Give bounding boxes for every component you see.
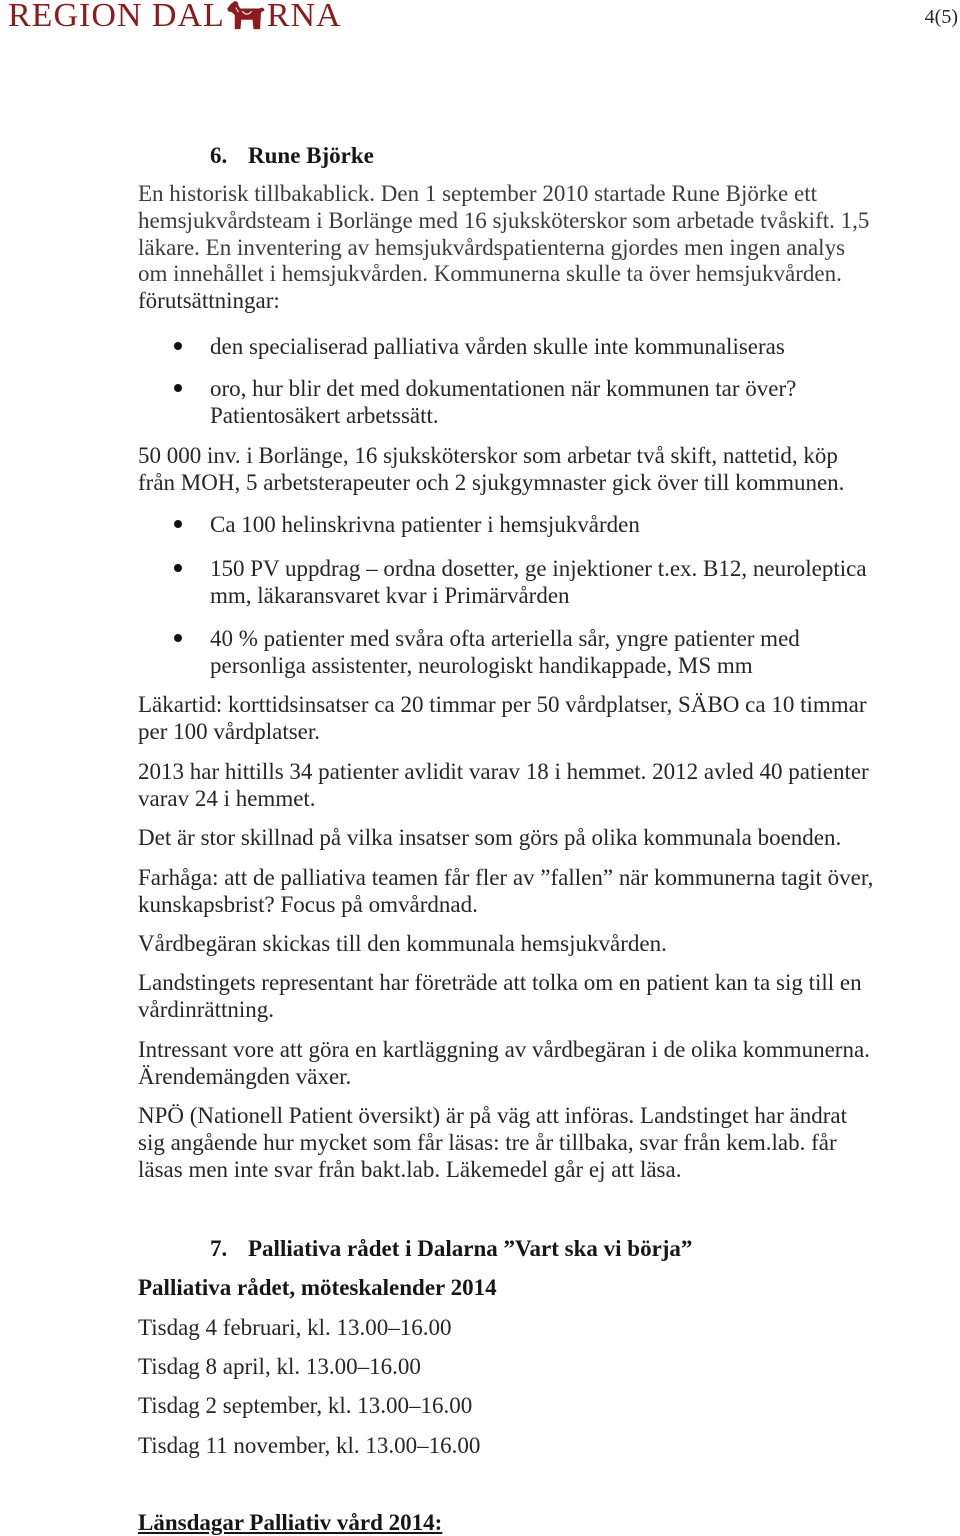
staffing-paragraph [138,442,844,496]
intro-paragraph [138,181,869,315]
calendar-date [138,1392,472,1419]
paragraph [138,1036,870,1090]
dala-horse-icon [226,0,266,30]
bullet-dot [174,384,182,392]
paragraph-line: 2013 har hittills 34 patienter avlidit varav 18 i hemmet. 2012 avled 40 patienter [138,759,869,784]
bullet-text-line: Ca 100 helinskrivna patienter i hemsjukvården [210,512,640,537]
bullet-text-line: oro, hur blir det med dokumentationen när kommunen tar över? [210,376,797,401]
bullet-dot [174,520,182,528]
calendar-date [138,1432,480,1459]
bullet-dot [174,564,182,572]
paragraph-line: Det är stor skillnad på vilka insatser som görs på olika kommunala boenden. [138,825,842,850]
intro-line: hemsjukvårdsteam i Borlänge med 16 sjuksköterskor som arbetade tvåskift. 1,5 [138,207,870,233]
county-days-title: Länsdagar Palliativ vård 2014: [138,1510,443,1535]
bullet-item [210,625,800,679]
section-number: 6. [210,143,228,168]
intro-line: läkare. En inventering av hemsjukvårdspatienterna gjordes men ingen analys [138,234,846,260]
prerequisites-label: förutsättningar: [138,288,280,314]
bullet-item [210,375,796,429]
paragraph-line: Läkartid: korttidsinsatser ca 20 timmar per 50 vårdplatser, SÄBO ca 10 timmar [138,692,867,717]
section-7-heading [210,1235,692,1262]
paragraph [138,930,667,957]
calendar-date-text: Tisdag 8 april, kl. 13.00–16.00 [138,1354,421,1379]
paragraph-line: från MOH, 5 arbetsterapeuter och 2 sjukgymnaster gick över till kommunen. [138,470,845,495]
paragraph-line: varav 24 i hemmet. [138,786,316,811]
bullet-text-line: mm, läkaransvaret kvar i Primärvården [210,583,570,608]
bullet-item [210,555,867,609]
paragraph-line: Intressant vore att göra en kartläggning av vårdbegäran i de olika kommunerna. [138,1037,870,1062]
region-dalarna-logo [8,0,342,33]
page-number: 4(5) [924,6,958,28]
calendar-title-text: Palliativa rådet, möteskalender 2014 [138,1275,497,1300]
logo-text-left: REGION DAL [8,0,225,34]
bullet-text-line: personliga assistenter, neurologiskt handikappade, MS mm [210,653,753,678]
bullet-item [210,511,640,538]
bullet-text-line: den specialiserad palliativa vården skulle inte kommunaliseras [210,334,785,359]
calendar-date-text: Tisdag 2 september, kl. 13.00–16.00 [138,1393,473,1418]
paragraph-line: vårdinrättning. [138,997,275,1022]
paragraph [138,969,862,1023]
intro-line: En historisk tillbakablick. Den 1 september 2010 startade Rune Björke ett [138,181,817,206]
section-title: Palliativa rådet i Dalarna ”Vart ska vi börja” [248,1236,693,1261]
bullet-text-line: 40 % patienter med svåra ofta arteriella sår, yngre patienter med [210,626,800,651]
paragraph [138,691,867,745]
paragraph-line: 50 000 inv. i Borlänge, 16 sjuksköterskor som arbetar två skift, nattetid, köp [138,443,838,468]
bullet-dot [174,634,182,642]
bullet-item [210,333,785,360]
section-number: 7. [210,1236,228,1261]
bullet-text-line: Patientosäkert arbetssätt. [210,403,439,428]
paragraph [138,824,841,851]
paragraph-line: Vårdbegäran skickas till den kommunala hemsjukvården. [138,931,667,956]
bullet-dot [174,342,182,350]
paragraph-line: Farhåga: att de palliativa teamen får fler av ”fallen” när kommunerna tagit över, [138,865,874,890]
paragraph-line: kunskapsbrist? Focus på omvårdnad. [138,892,478,917]
paragraph [138,758,869,812]
calendar-date-text: Tisdag 11 november, kl. 13.00–16.00 [138,1433,481,1458]
intro-line: om innehållet i hemsjukvården. Kommunerna skulle ta över hemsjukvården. [138,261,842,287]
paragraph-line: NPÖ (Nationell Patient översikt) är på väg att införas. Landstinget har ändrat [138,1103,847,1128]
paragraph-line: per 100 vårdplatser. [138,719,321,744]
paragraph [138,864,873,918]
paragraph [138,1102,847,1183]
paragraph-line: sig angående hur mycket som får läsas: tre år tillbaka, svar från kem.lab. får [138,1130,837,1155]
paragraph-line: läsas men inte svar från bakt.lab. Läkemedel går ej att läsa. [138,1157,682,1182]
calendar-date-text: Tisdag 4 februari, kl. 13.00–16.00 [138,1315,452,1340]
paragraph-line: Ärendemängden växer. [138,1064,352,1089]
bullet-text-line: 150 PV uppdrag – ordna dosetter, ge injektioner t.ex. B12, neuroleptica [210,556,867,581]
calendar-date [138,1314,451,1341]
section-6-heading [210,142,374,169]
calendar-title [138,1274,497,1301]
section-title: Rune Björke [248,143,374,168]
paragraph-line: Landstingets representant har företräde att tolka om en patient kan ta sig till en [138,970,862,995]
logo-text-right: RNA [266,0,342,34]
calendar-date [138,1353,421,1380]
